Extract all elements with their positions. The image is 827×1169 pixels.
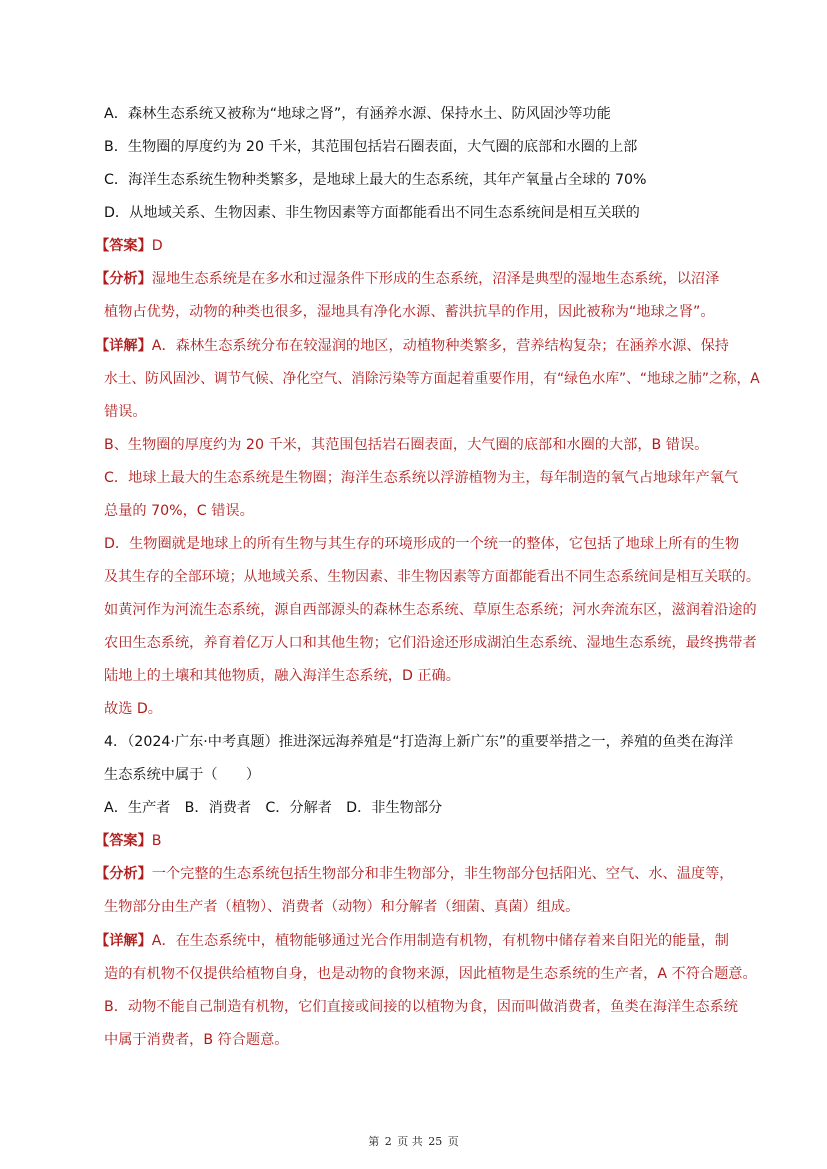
q4-options: A．生产者 B．消费者 C．分解者 D．非生物部分	[104, 800, 443, 816]
q3-detail-a-line2: 水土、防风固沙、调节气候、净化空气、消除污染等方面起着重要作用，有“绿色水库”、“地球之肺”之称，A	[104, 371, 760, 387]
page-footer	[0, 1133, 827, 1149]
detail-text: A．在生态系统中，植物能够通过光合作用制造有机物，有机物中储存着来自阳光的能量，制	[151, 933, 729, 949]
q3-detail-d-line2: 及其生存的全部环境；从地域关系、生物因素、非生物因素等方面都能看出不同生态系统间是相互关联的。	[104, 569, 760, 585]
q3-detail-d-line3: 如黄河作为河流生态系统，源自西部源头的森林生态系统、草原生态系统；河水奔流东区，滋润着沿途的	[104, 602, 757, 618]
answer-tag: 【答案】	[95, 833, 152, 849]
q3-detail-d-line4: 农田生态系统，养育着亿万人口和其他生物；它们沿途还形成湖泊生态系统、湿地生态系统，最终携带者	[104, 635, 757, 651]
footer-prefix: 第	[368, 1135, 380, 1148]
answer-tag: 【答案】	[95, 238, 152, 254]
answer-value: D	[151, 238, 163, 254]
q3-detail-b: B、生物圈的厚度约为 20 千米，其范围包括岩石圈表面，大气圈的底部和水圈的大部，B 错误。	[104, 437, 709, 453]
q3-detail-a	[95, 336, 729, 356]
q4-analysis-line2: 生物部分由生产者（植物）、消费者（动物）和分解者（细菌、真菌）组成。	[104, 899, 580, 915]
q3-conclusion: 故选 D。	[104, 701, 162, 717]
footer-suffix: 页	[447, 1135, 459, 1148]
q3-analysis	[95, 269, 719, 289]
q4-answer	[95, 831, 162, 851]
q4-detail-b-line2: 中属于消费者，B 符合题意。	[104, 1032, 289, 1048]
q3-detail-d: D．生物圈就是地球上的所有生物与其生存的环境形成的一个统一的整体，它包括了地球上所有的生物	[104, 536, 740, 552]
analysis-text: 湿地生态系统是在多水和过湿条件下形成的生态系统，沼泽是典型的湿地生态系统，以沼泽	[151, 271, 720, 287]
analysis-text: 一个完整的生态系统包括生物部分和非生物部分，非生物部分包括阳光、空气、水、温度等，	[151, 866, 734, 882]
footer-middle: 页 共	[397, 1135, 423, 1148]
q4-detail-a-line2: 造的有机物不仅提供给植物自身，也是动物的食物来源，因此植物是生态系统的生产者，A 不符合题意。	[104, 966, 757, 982]
detail-tag: 【详解】	[95, 933, 152, 949]
detail-text: A．森林生态系统分布在较湿润的地区，动植物种类繁多，营养结构复杂；在涵养水源、保持	[151, 338, 729, 354]
analysis-tag: 【分析】	[95, 866, 152, 882]
footer-page-number: 2	[384, 1135, 392, 1148]
q3-detail-c-line2: 总量的 70%，C 错误。	[104, 503, 254, 519]
q3-detail-d-line5: 陆地上的土壤和其他物质，融入海洋生态系统，D 正确。	[104, 668, 460, 684]
q4-stem: 4．（2024·广东·中考真题）推进深远海养殖是“打造海上新广东”的重要举措之一，养殖的鱼类在海洋	[104, 734, 734, 750]
q3-option-d: D．从地域关系、生物因素、非生物因素等方面都能看出不同生态系统间是相互关联的	[104, 205, 640, 221]
q4-detail-a	[95, 931, 729, 951]
q3-option-b: B．生物圈的厚度约为 20 千米，其范围包括岩石圈表面，大气圈的底部和水圈的上部	[104, 139, 638, 155]
answer-value: B	[151, 833, 162, 849]
q4-analysis	[95, 864, 733, 884]
q3-option-c: C．海洋生态系统生物种类繁多，是地球上最大的生态系统，其年产氧量占全球的 70%	[104, 172, 647, 188]
q3-analysis-line2: 植物占优势，动物的种类也很多，湿地具有净化水源、蓄洪抗旱的作用，因此被称为“地球之肾”。	[104, 304, 715, 320]
q3-option-a: A．森林生态系统又被称为“地球之肾”，有涵养水源、保持水土、防风固沙等功能	[104, 106, 611, 122]
q3-answer	[95, 236, 163, 256]
q4-stem-line2: 生态系统中属于（ ）	[104, 767, 261, 783]
detail-tag: 【详解】	[95, 338, 152, 354]
q4-detail-b: B．动物不能自己制造有机物，它们直接或间接的以植物为食，因而叫做消费者，鱼类在海洋生态系统	[104, 999, 738, 1015]
footer-total-pages: 25	[428, 1135, 443, 1148]
analysis-tag: 【分析】	[95, 271, 152, 287]
q3-detail-a-line3: 错误。	[104, 404, 147, 420]
q3-detail-c: C．地球上最大的生态系统是生物圈；海洋生态系统以浮游植物为主，每年制造的氧气占地球年产氧气	[104, 470, 739, 486]
